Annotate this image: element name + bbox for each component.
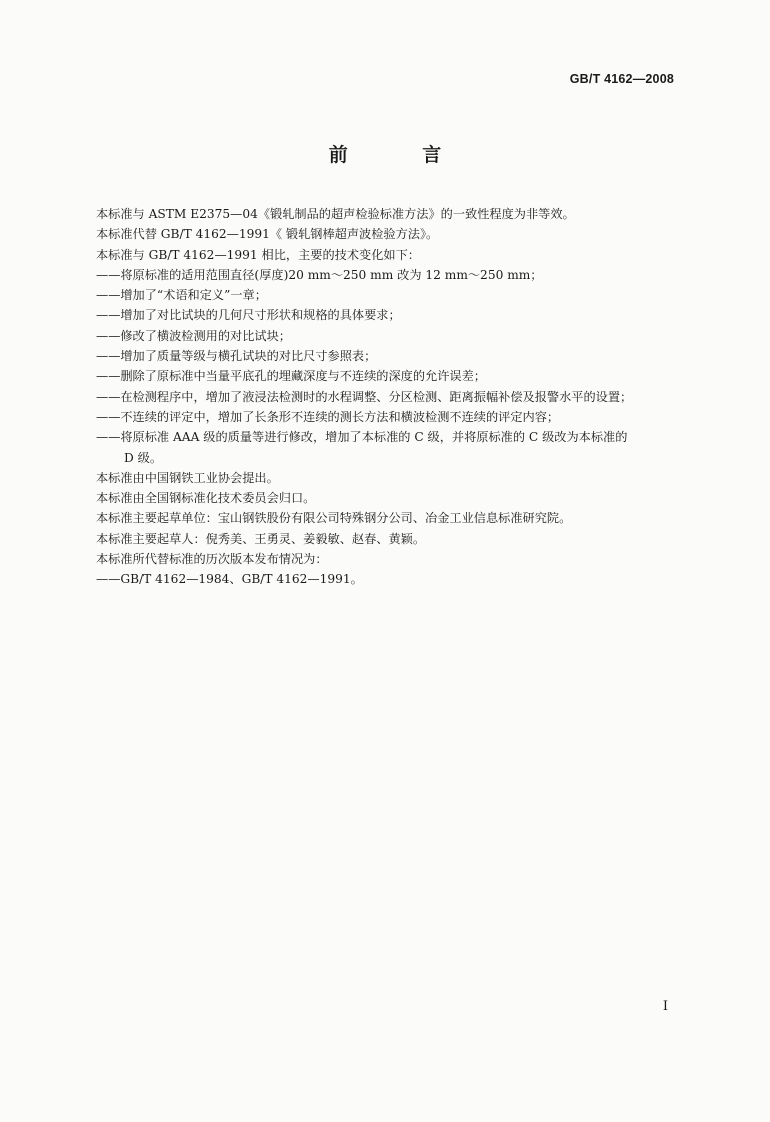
page-number: I [662,999,668,1014]
change-item: ——增加了质量等级与横孔试块的对比尺寸参照表； [96,349,377,364]
change-item: ——修改了横波检测用的对比试块； [96,328,291,343]
paragraph-previous-editions: 本标准所代替标准的历次版本发布情况为： [96,552,328,567]
change-item: ——将原标准的适用范围直径(厚度)20 mm～250 mm 改为 12 mm～250 mm； [96,267,543,282]
change-item: ——删除了原标准中当量平底孔的埋藏深度与不连续的深度的允许误差； [96,369,486,384]
foreword-body [96,204,681,590]
change-item: ——不连续的评定中，增加了长条形不连续的测长方法和横波检测不连续的评定内容； [96,409,560,424]
paragraph-proposed-by: 本标准由中国钢铁工业协会提出。 [96,470,279,485]
change-item: ——增加了“术语和定义”一章； [96,288,267,303]
paragraph-drafting-units: 本标准主要起草单位：宝山钢铁股份有限公司特殊钢分公司、冶金工业信息标准研究院。 [96,511,572,526]
paragraph-changes-intro: 本标准与 GB/T 4162—1991 相比，主要的技术变化如下： [96,247,420,262]
paragraph-consistency: 本标准与 ASTM E2375—04《锻轧制品的超声检验标准方法》的一致性程度为非等效。 [96,207,575,221]
standard-code: GB/T 4162—2008 [569,72,674,86]
paragraph-replaces: 本标准代替 GB/T 4162—1991《 锻轧钢棒超声波检验方法》。 [96,227,439,242]
paragraph-drafters: 本标准主要起草人：倪秀美、王勇灵、姜毅敏、赵春、黄颖。 [96,531,426,546]
previous-editions-list: ——GB/T 4162—1984、GB/T 4162—1991。 [96,572,363,587]
page-title: 前 言 [328,144,476,166]
change-item-quality-grade-continued: D 级。 [124,450,163,465]
change-item-quality-grade: ——将原标准 AAA 级的质量等进行修改，增加了本标准的 C 级，并将原标准的 C 级改为本标准的 [96,430,628,445]
paragraph-administered-by: 本标准由全国钢标准化技术委员会归口。 [96,491,316,506]
change-item: ——在检测程序中，增加了液浸法检测时的水程调整、分区检测、距离振幅补偿及报警水平的设置； [96,389,633,404]
change-item: ——增加了对比试块的几何尺寸形状和规格的具体要求； [96,308,401,323]
